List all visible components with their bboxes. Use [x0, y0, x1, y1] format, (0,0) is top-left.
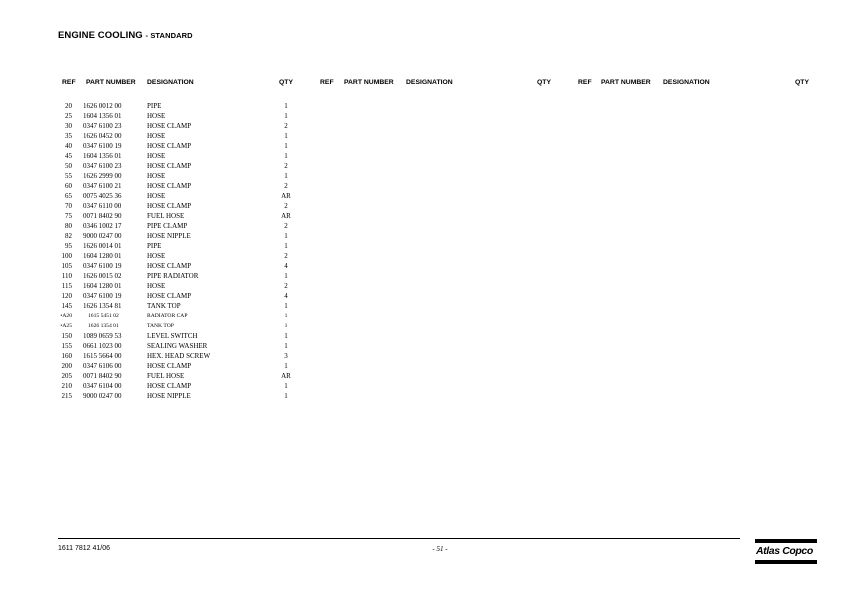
cell-qty: 1: [284, 323, 288, 329]
table-row: [0, 261, 842, 271]
cell-qty: AR: [281, 212, 291, 220]
cell-qty: 1: [284, 313, 288, 319]
table-row: [0, 361, 842, 371]
cell-part-number: 0075 4025 36: [83, 192, 122, 200]
cell-ref: 100: [61, 252, 72, 260]
cell-ref: •A25: [60, 323, 72, 329]
cell-designation: HOSE CLAMP: [147, 162, 192, 170]
header-designation-1: DESIGNATION: [147, 79, 194, 86]
cell-designation: HOSE CLAMP: [147, 202, 192, 210]
cell-ref: 65: [65, 192, 72, 200]
cell-part-number: 0071 8402 90: [83, 212, 122, 220]
cell-part-number: 0347 6100 19: [83, 292, 122, 300]
table-row: [0, 151, 842, 161]
cell-ref: 160: [61, 352, 72, 360]
cell-part-number: 1626 0014 01: [83, 242, 122, 250]
cell-qty: 1: [284, 232, 288, 240]
cell-qty: 1: [284, 112, 288, 120]
cell-designation: PIPE: [147, 102, 162, 110]
cell-ref: 95: [65, 242, 72, 250]
cell-ref: 40: [65, 142, 72, 150]
cell-qty: 2: [284, 202, 288, 210]
header-ref-2: REF: [320, 79, 334, 86]
cell-qty: 1: [284, 332, 288, 340]
table-row: [0, 381, 842, 391]
cell-designation: HOSE CLAMP: [147, 182, 192, 190]
title-main: ENGINE COOLING: [58, 30, 143, 41]
cell-qty: 1: [284, 382, 288, 390]
cell-part-number: 0346 1002 17: [83, 222, 122, 230]
parts-list: [0, 101, 842, 401]
page-title: [58, 30, 193, 41]
table-row: [0, 181, 842, 191]
cell-part-number: 9000 0247 00: [83, 232, 122, 240]
cell-ref: 120: [61, 292, 72, 300]
cell-qty: 2: [284, 252, 288, 260]
cell-ref: 25: [65, 112, 72, 120]
table-row: [0, 311, 842, 321]
header-ref-1: REF: [62, 79, 76, 86]
cell-part-number: 0347 6100 19: [83, 262, 122, 270]
document-number: 1611 7812 41/06: [58, 545, 111, 552]
table-row: [0, 371, 842, 381]
table-row: [0, 121, 842, 131]
cell-part-number: 1626 1354 01: [88, 323, 119, 329]
cell-part-number: 1604 1280 01: [83, 252, 122, 260]
cell-ref: 145: [61, 302, 72, 310]
cell-part-number: 0347 6104 00: [83, 382, 122, 390]
table-row: [0, 341, 842, 351]
table-row: [0, 161, 842, 171]
header-part-number-3: PART NUMBER: [601, 79, 651, 86]
cell-ref: 20: [65, 102, 72, 110]
header-designation-3: DESIGNATION: [663, 79, 710, 86]
cell-part-number: 0347 6110 00: [83, 202, 122, 210]
cell-qty: 2: [284, 282, 288, 290]
cell-ref: 105: [61, 262, 72, 270]
cell-qty: 1: [284, 102, 288, 110]
cell-designation: HOSE CLAMP: [147, 122, 192, 130]
cell-part-number: 1626 2999 00: [83, 172, 122, 180]
title-sub: - STANDARD: [145, 31, 193, 40]
cell-qty: AR: [281, 192, 291, 200]
cell-qty: 2: [284, 162, 288, 170]
cell-part-number: 1604 1280 01: [83, 282, 122, 290]
cell-designation: HOSE CLAMP: [147, 262, 192, 270]
cell-designation: FUEL HOSE: [147, 372, 185, 380]
cell-qty: 1: [284, 132, 288, 140]
atlas-copco-logo: [755, 539, 817, 567]
logo-text: Atlas Copco: [756, 545, 813, 557]
page-number: - 51 -: [432, 545, 448, 553]
cell-designation: HOSE NIPPLE: [147, 392, 191, 400]
cell-ref: 45: [65, 152, 72, 160]
header-part-number-1: PART NUMBER: [86, 79, 136, 86]
cell-qty: 1: [284, 172, 288, 180]
table-row: [0, 171, 842, 181]
cell-ref: 155: [61, 342, 72, 350]
cell-designation: HOSE: [147, 112, 166, 120]
header-part-number-2: PART NUMBER: [344, 79, 394, 86]
cell-qty: 2: [284, 122, 288, 130]
cell-ref: 205: [61, 372, 72, 380]
cell-ref: 75: [65, 212, 72, 220]
cell-designation: HOSE: [147, 132, 166, 140]
cell-designation: PIPE RADIATOR: [147, 272, 199, 280]
header-designation-2: DESIGNATION: [406, 79, 453, 86]
cell-part-number: 1089 0659 53: [83, 332, 122, 340]
cell-qty: 3: [284, 352, 288, 360]
cell-ref: 210: [61, 382, 72, 390]
cell-qty: 1: [284, 342, 288, 350]
cell-ref: •A20: [60, 313, 72, 319]
table-row: [0, 101, 842, 111]
cell-ref: 150: [61, 332, 72, 340]
table-row: [0, 291, 842, 301]
cell-ref: 50: [65, 162, 72, 170]
cell-designation: HOSE CLAMP: [147, 142, 192, 150]
cell-qty: 4: [284, 262, 288, 270]
cell-qty: 1: [284, 242, 288, 250]
cell-qty: 1: [284, 392, 288, 400]
cell-part-number: 1604 1356 01: [83, 152, 122, 160]
table-row: [0, 271, 842, 281]
cell-part-number: 0347 6100 23: [83, 162, 122, 170]
table-row: [0, 231, 842, 241]
table-row: [0, 131, 842, 141]
cell-qty: 1: [284, 302, 288, 310]
cell-designation: LEVEL SWITCH: [147, 332, 198, 340]
table-row: [0, 391, 842, 401]
cell-part-number: 0347 6100 19: [83, 142, 122, 150]
cell-designation: PIPE CLAMP: [147, 222, 188, 230]
cell-ref: 115: [61, 282, 72, 290]
cell-ref: 215: [61, 392, 72, 400]
cell-ref: 80: [65, 222, 72, 230]
cell-designation: PIPE: [147, 242, 162, 250]
cell-designation: HOSE: [147, 152, 166, 160]
cell-part-number: 0071 8402 90: [83, 372, 122, 380]
cell-qty: 1: [284, 362, 288, 370]
cell-designation: HOSE CLAMP: [147, 382, 192, 390]
table-row: [0, 351, 842, 361]
cell-designation: TANK TOP: [147, 323, 174, 329]
cell-part-number: 1615 5664 00: [83, 352, 122, 360]
header-ref-3: REF: [578, 79, 592, 86]
cell-designation: RADIATOR CAP: [147, 313, 188, 319]
table-row: [0, 241, 842, 251]
cell-part-number: 0347 6100 23: [83, 122, 122, 130]
cell-designation: HOSE: [147, 192, 166, 200]
cell-part-number: 1615 5451 02: [88, 313, 119, 319]
cell-qty: 4: [284, 292, 288, 300]
cell-designation: SEALING WASHER: [147, 342, 208, 350]
table-row: [0, 321, 842, 331]
cell-ref: 35: [65, 132, 72, 140]
cell-designation: HEX. HEAD SCREW: [147, 352, 211, 360]
cell-qty: 1: [284, 272, 288, 280]
cell-ref: 55: [65, 172, 72, 180]
header-qty-1: QTY: [279, 79, 293, 86]
cell-designation: HOSE: [147, 282, 166, 290]
cell-qty: 2: [284, 182, 288, 190]
table-row: [0, 281, 842, 291]
cell-ref: 70: [65, 202, 72, 210]
cell-designation: HOSE CLAMP: [147, 292, 192, 300]
header-qty-2: QTY: [537, 79, 551, 86]
cell-ref: 82: [65, 232, 72, 240]
cell-ref: 60: [65, 182, 72, 190]
cell-ref: 110: [61, 272, 72, 280]
logo-bar-bottom: [755, 560, 817, 564]
cell-qty: AR: [281, 372, 291, 380]
cell-part-number: 0661 1023 00: [83, 342, 122, 350]
cell-part-number: 1626 0452 00: [83, 132, 122, 140]
cell-designation: HOSE NIPPLE: [147, 232, 191, 240]
cell-qty: 1: [284, 142, 288, 150]
cell-part-number: 1626 0012 00: [83, 102, 122, 110]
table-row: [0, 141, 842, 151]
cell-designation: HOSE: [147, 252, 166, 260]
cell-qty: 1: [284, 152, 288, 160]
table-row: [0, 211, 842, 221]
cell-designation: HOSE CLAMP: [147, 362, 192, 370]
cell-ref: 200: [61, 362, 72, 370]
cell-part-number: 1626 0015 02: [83, 272, 122, 280]
table-row: [0, 331, 842, 341]
cell-designation: HOSE: [147, 172, 166, 180]
cell-part-number: 9000 0247 00: [83, 392, 122, 400]
table-row: [0, 251, 842, 261]
table-row: [0, 111, 842, 121]
cell-part-number: 0347 6100 21: [83, 182, 122, 190]
cell-ref: 30: [65, 122, 72, 130]
cell-designation: TANK TOP: [147, 302, 181, 310]
footer-divider: [58, 538, 740, 539]
header-qty-3: QTY: [795, 79, 809, 86]
table-row: [0, 191, 842, 201]
table-row: [0, 221, 842, 231]
cell-qty: 2: [284, 222, 288, 230]
cell-part-number: 0347 6106 00: [83, 362, 122, 370]
cell-designation: FUEL HOSE: [147, 212, 185, 220]
table-row: [0, 201, 842, 211]
logo-bar-top: [755, 539, 817, 543]
table-row: [0, 301, 842, 311]
cell-part-number: 1604 1356 01: [83, 112, 122, 120]
cell-part-number: 1626 1354 81: [83, 302, 122, 310]
